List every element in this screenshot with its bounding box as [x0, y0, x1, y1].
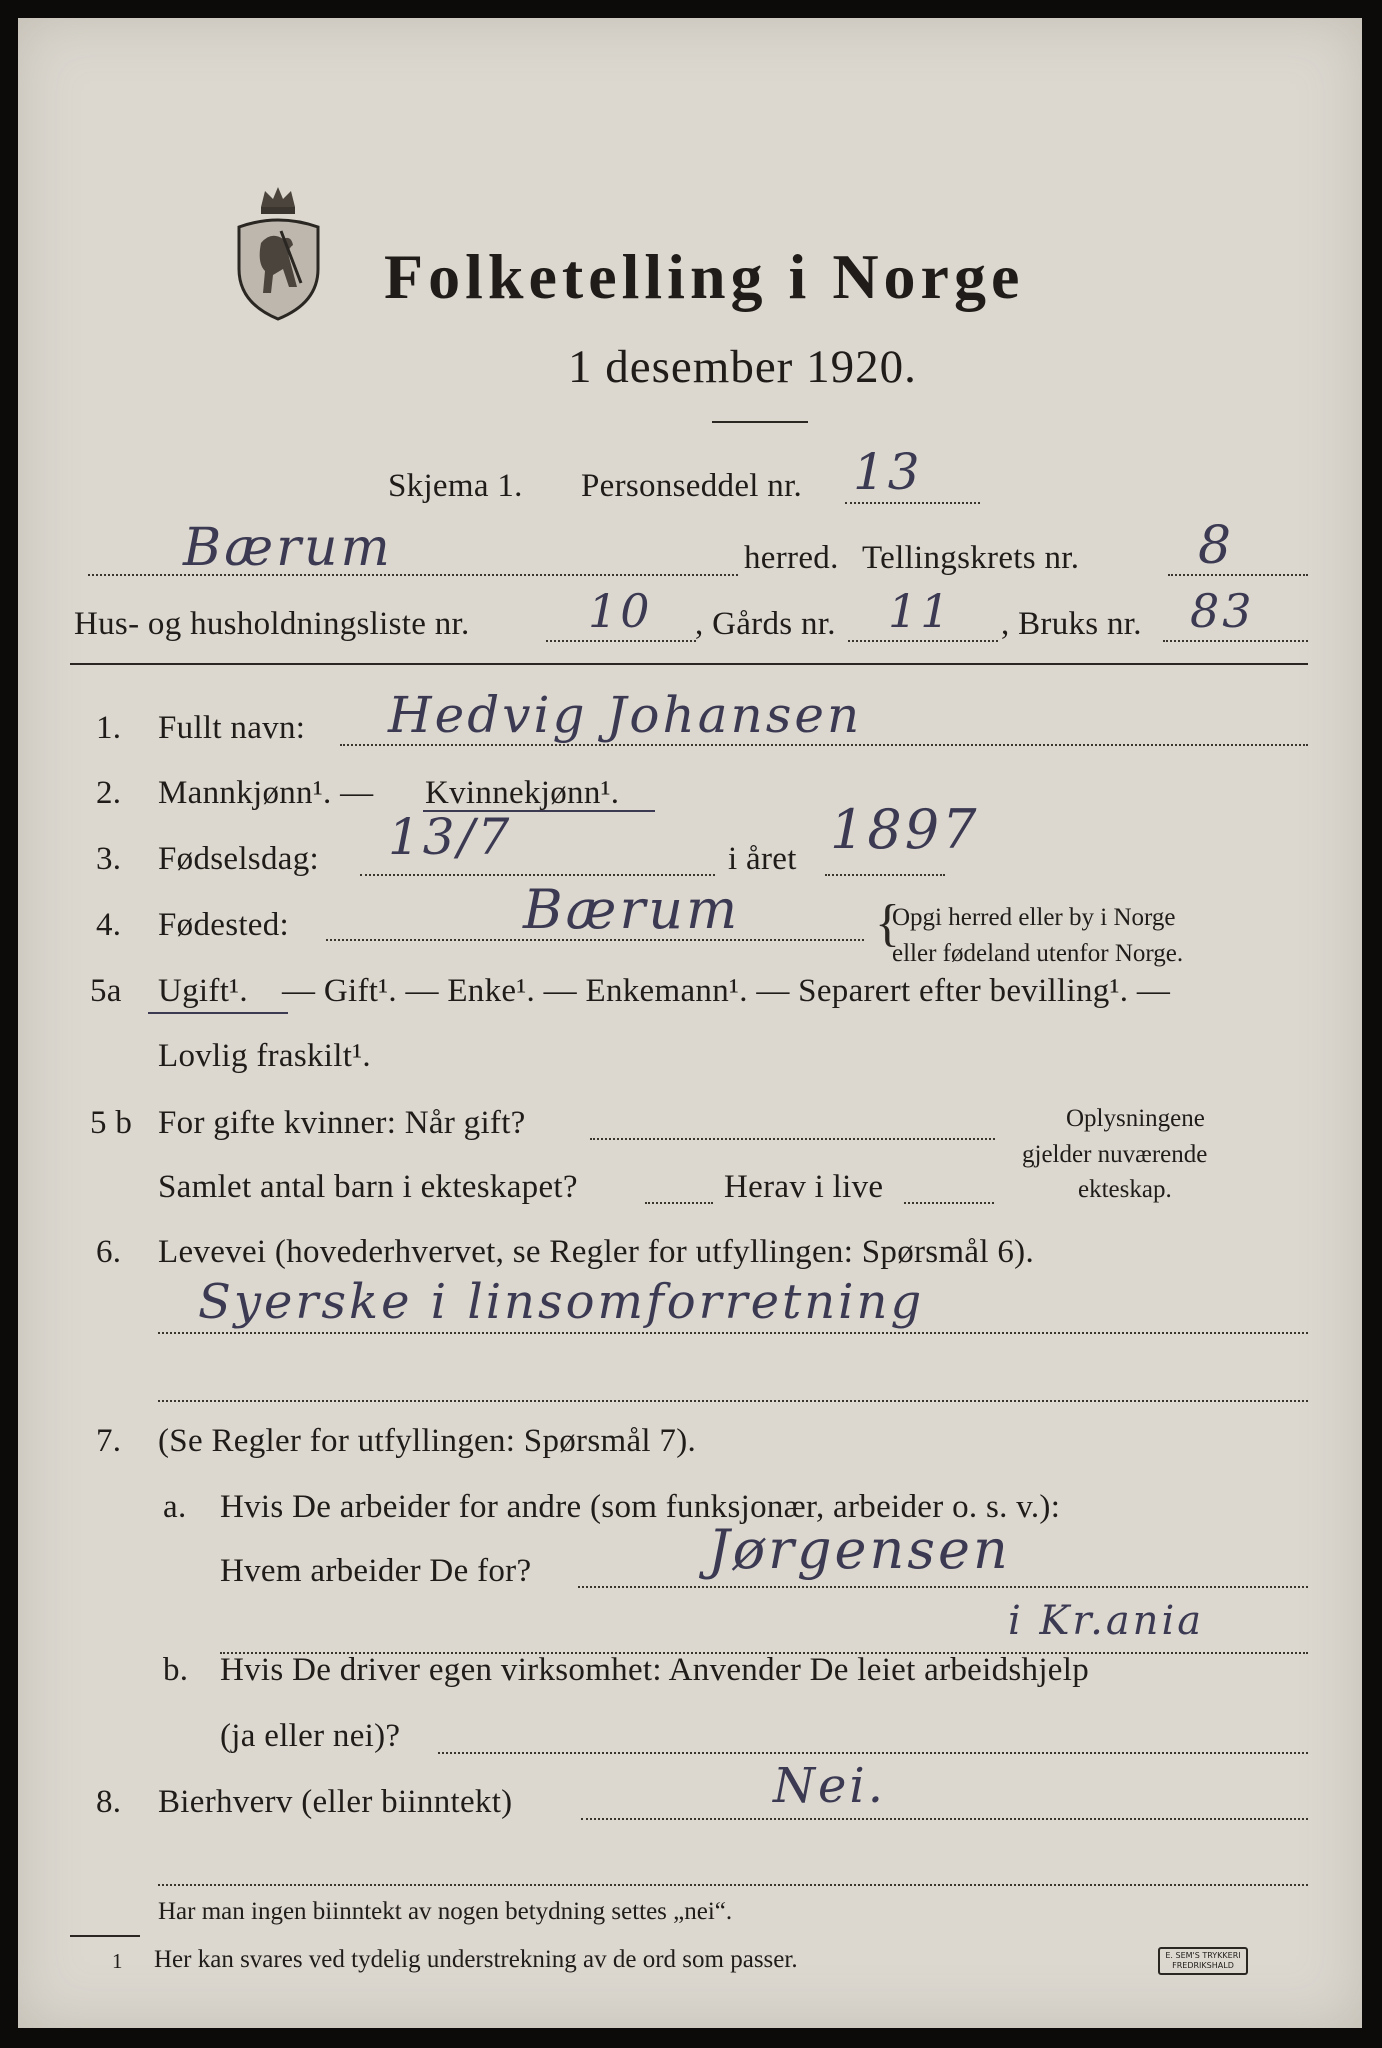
person-nr-value: 13 — [853, 443, 923, 501]
gards-line — [848, 640, 998, 642]
q5b-note-line3: ekteskap. — [1078, 1176, 1172, 1203]
person-label: Personseddel nr. — [581, 468, 803, 504]
gards-label: , Gårds nr. — [695, 606, 836, 642]
bruks-label: , Bruks nr. — [1001, 606, 1142, 642]
q3-birth-year: 1897 — [830, 798, 980, 861]
q2-female: Kvinnekjønn¹. — [425, 775, 620, 811]
footnote-mark: 1 — [112, 1949, 123, 1973]
q8-number: 8. — [96, 1784, 122, 1820]
q5a-options: — Gift¹. — Enke¹. — Enkemann¹. — Separert efter bevilling¹. — — [282, 973, 1171, 1009]
q6-number: 6. — [96, 1234, 122, 1270]
q7b-question: (ja eller nei)? — [220, 1718, 401, 1754]
form-title: Folketelling i Norge — [384, 241, 1025, 312]
q4-note-line2: eller fødeland utenfor Norge. — [892, 940, 1184, 967]
footnote-text: Her kan svares ved tydelig understrekning av de ord som passer. — [154, 1946, 798, 1973]
q8-line2 — [158, 1884, 1308, 1886]
q7a-letter: a. — [163, 1489, 187, 1525]
q7b-text: Hvis De driver egen virksomhet: Anvender De leiet arbeidshjelp — [220, 1652, 1090, 1688]
q7b-letter: b. — [163, 1652, 189, 1688]
q1-full-name: Hedvig Johansen — [388, 686, 863, 744]
q4-brace: { — [875, 895, 900, 952]
q2-male: Mannkjønn¹. — — [158, 775, 374, 811]
q1-label: Fullt navn: — [158, 710, 306, 746]
footer-note: Har man ingen biinntekt av nogen betydning settes „nei“. — [158, 1898, 733, 1925]
q5b-alive-label: Herav i live — [724, 1169, 884, 1205]
krets-line — [1168, 574, 1308, 576]
section-divider — [70, 663, 1308, 665]
bruks-value: 83 — [1190, 584, 1255, 638]
q5b-label: For gifte kvinner: Når gift? — [158, 1105, 526, 1141]
schema-label: Skjema 1. — [388, 468, 523, 504]
q4-number: 4. — [96, 907, 122, 943]
q5b-children-label: Samlet antal barn i ekteskapet? — [158, 1169, 578, 1205]
q5b-married-line — [590, 1138, 995, 1140]
census-date: 1 desember 1920. — [568, 341, 917, 393]
printer-city: FREDRIKSHALD — [1172, 1961, 1234, 1970]
q8-label: Bierhverv (eller biinntekt) — [158, 1784, 513, 1820]
gards-value: 11 — [888, 584, 953, 638]
q2-number: 2. — [96, 775, 122, 811]
census-form — [18, 18, 1362, 2028]
q6-label: Levevei (hovederhvervet, se Regler for utfyllingen: Spørsmål 6). — [158, 1234, 1035, 1270]
krets-value: 8 — [1198, 516, 1235, 576]
q4-label: Fødested: — [158, 907, 290, 943]
house-line — [546, 640, 696, 642]
q7a-question: Hvem arbeider De for? — [220, 1553, 532, 1589]
q3-year-line — [825, 874, 945, 876]
footer-divider — [70, 1935, 140, 1937]
q5b-note-line2: gjelder nuværende — [1022, 1141, 1208, 1168]
q5b-number: 5 b — [90, 1105, 133, 1141]
q5a-ugift: Ugift¹. — [158, 973, 248, 1009]
q7-label: (Se Regler for utfyllingen: Spørsmål 7). — [158, 1423, 697, 1459]
person-nr-line — [845, 502, 980, 504]
q7a-text: Hvis De arbeider for andre (som funksjonær, arbeider o. s. v.): — [220, 1489, 1061, 1525]
title-divider — [712, 421, 808, 423]
q5a-number: 5a — [90, 973, 122, 1009]
herred-value: Bærum — [183, 518, 393, 578]
q6-line1 — [158, 1332, 1308, 1334]
q6-line2 — [158, 1400, 1308, 1402]
q3-number: 3. — [96, 841, 122, 877]
q4-note-line1: Opgi herred eller by i Norge — [892, 904, 1176, 931]
lion-shield-icon — [231, 183, 326, 323]
q7b-line — [438, 1752, 1308, 1754]
q7a-employer: Jørgensen — [708, 1518, 1011, 1581]
q7a-employer-place: i Kr.ania — [1008, 1598, 1205, 1644]
herred-label: herred. — [744, 540, 839, 576]
q4-birthplace: Bærum — [523, 878, 741, 941]
q6-occupation: Syerske i linsomforretning — [198, 1274, 925, 1330]
printer-name: E. SEM'S TRYKKERI — [1165, 1951, 1241, 1960]
printer-stamp — [1158, 1947, 1248, 1975]
q3-label: Fødselsdag: — [158, 841, 319, 877]
q3-year-label: i året — [728, 841, 797, 877]
q5b-note-line1: Oplysningene — [1066, 1105, 1205, 1132]
q1-number: 1. — [96, 710, 122, 746]
q7a-line1 — [578, 1586, 1308, 1588]
q8-side-income: Nei. — [773, 1758, 887, 1814]
q5b-alive-line — [904, 1202, 994, 1204]
q1-line — [340, 744, 1308, 746]
bruks-line — [1163, 640, 1308, 642]
q5a-line2: Lovlig fraskilt¹. — [158, 1038, 371, 1074]
q3-birth-day: 13/7 — [388, 808, 513, 866]
krets-label: Tellingskrets nr. — [862, 540, 1080, 576]
q5b-children-line — [645, 1202, 713, 1204]
house-value: 10 — [588, 584, 653, 638]
coat-of-arms-emblem — [231, 183, 326, 323]
q5a-ugift-underline — [148, 1012, 288, 1014]
house-label: Hus- og husholdningsliste nr. — [74, 606, 470, 642]
q7-number: 7. — [96, 1423, 122, 1459]
q8-line1 — [581, 1818, 1308, 1820]
q3-day-line — [360, 874, 715, 876]
